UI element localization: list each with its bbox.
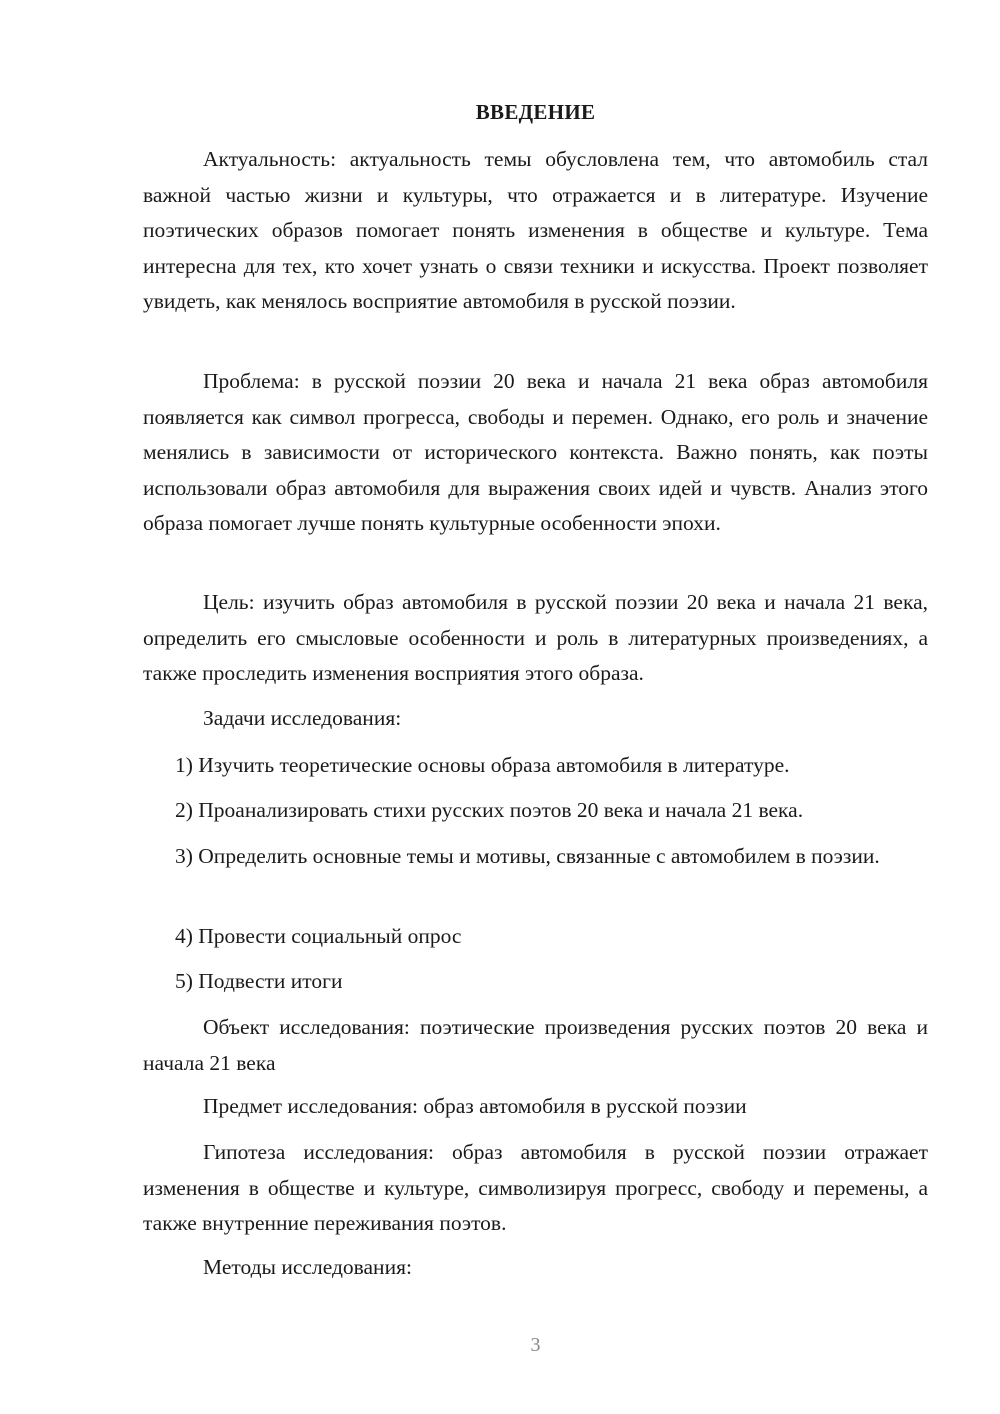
paragraph-subject: Предмет исследования: образ автомобиля в русской поэзии [203, 1094, 747, 1118]
tasks-heading: Задачи исследования: [203, 706, 402, 730]
list-item: 4) Провести социальный опрос [175, 924, 462, 948]
list-item: 2) Проанализировать стихи русских поэтов 20 века и начала 21 века. [175, 798, 804, 822]
methods-heading: Методы исследования: [203, 1255, 412, 1279]
page-number: 3 [530, 1334, 541, 1356]
paragraph-problem: Проблема: в русской поэзии 20 века и начала 21 века образ автомобиля появляется как символ прогресса, свободы и перемен. Однако, его роль и значение менялись в зависимости от исторического контекста. Важно понять, как поэты использовали образ автомобиля для выражения своих идей и чувств. Анализ этого образа помогает лучше понять культурные особенности эпохи. [143, 369, 928, 536]
paragraph-hypothesis: Гипотеза исследования: образ автомобиля в русской поэзии отражает изменения в обществе и культуре, символизируя прогресс, свободу и перемены, а также внутренние переживания поэтов. [143, 1140, 928, 1236]
document-page [143, 0, 928, 1414]
paragraph-relevance: Актуальность: актуальность темы обусловлена тем, что автомобиль стал важной частью жизни и культуры, что отражается и в литературе. Изучение поэтических образов помогает понять изменения в обществе и культуре. Тема интересна для тех, кто хочет узнать о связи техники и искусства. Проект позволяет увидеть, как менялось восприятие автомобиля в русской поэзии. [143, 147, 928, 314]
paragraph-goal: Цель: изучить образ автомобиля в русской поэзии 20 века и начала 21 века, определить его смысловые особенности и роль в литературных произведениях, а также проследить изменения восприятия этого образа. [143, 590, 928, 686]
list-item: 1) Изучить теоретические основы образа автомобиля в литературе. [175, 753, 790, 777]
list-item: 5) Подвести итоги [175, 969, 343, 993]
paragraph-object: Объект исследования: поэтические произведения русских поэтов 20 века и начала 21 века [143, 1015, 928, 1075]
list-item: 3) Определить основные темы и мотивы, связанные с автомобилем в поэзии. [175, 844, 880, 868]
section-title: ВВЕДЕНИЕ [475, 100, 596, 124]
